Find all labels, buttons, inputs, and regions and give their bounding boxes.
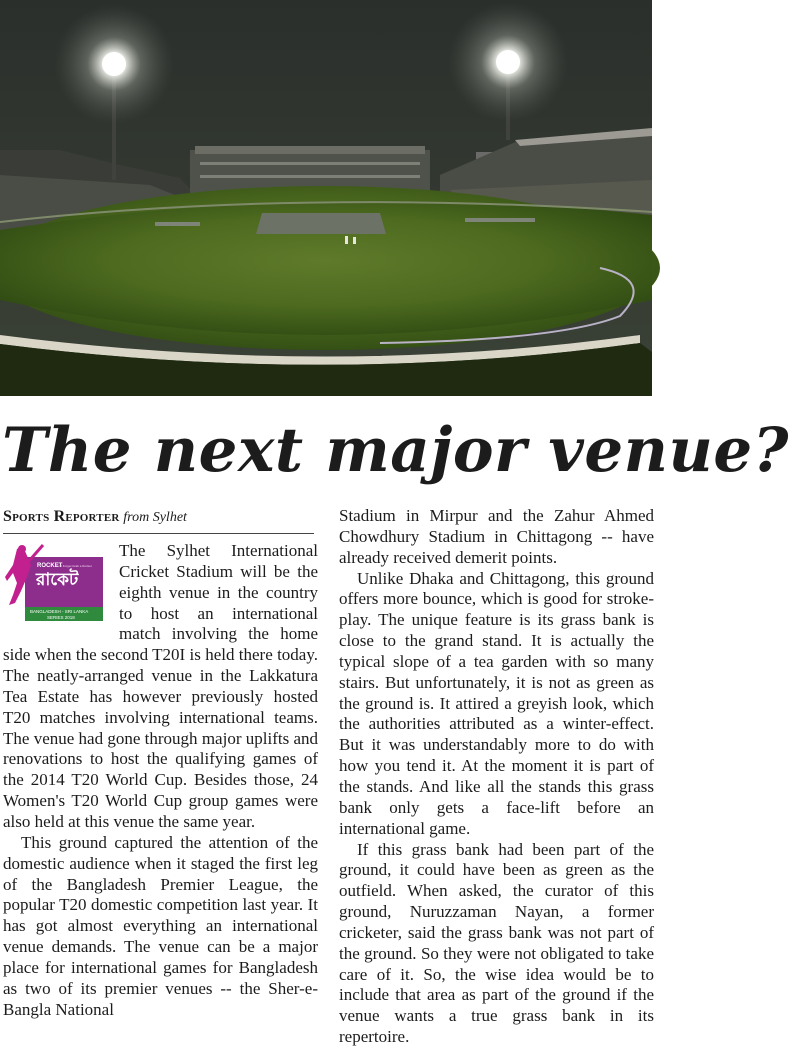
logo-series-line1: BANGLADESH - SRI LANKA [30,609,89,614]
article-paragraph-2: This ground captured the attention of the domestic audience when it staged the first leg of the Bangladesh Premier League, the popular T20 domestic competition last year. It has got almost everything an international venue demands. The venue can be a major place for international games for Bangladesh as two of its premier venues -- the Sher-e-Bangla National [3,832,318,1019]
article-paragraph-5: If this grass bank had been part of the ground, it could have been as green as the outfield. When asked, the curator of this ground, Nuruzzaman Nayan, a former cricketer, said the grass bank was not part of the ground. So they were not obligated to take care of it. So, the wise idea would be to include that area as part of the ground if the venue wants a true grass bank in its repertoire. [339,839,654,1047]
cricket-batsman-logo [3,543,107,623]
article-left-column [3,505,318,1020]
byline [3,505,314,534]
byline-location: from Sylhet [123,510,187,525]
headline: The next major venue? [2,415,789,486]
stadium-photo [0,0,652,396]
article-paragraph-1: The Sylhet International Cricket Stadium will be the eighth venue in the country to host an international match involving the home side when the second T20I is held there today. The neatly-arranged venue in the Lakkatura Tea Estate has however previously hosted T20 matches involving international teams. The venue had gone through major uplifts and renovations to host the qualifying games of the 2014 T20 World Cup. Besides those, 24 Women's T20 World Cup group games were also held at this venue the same year. [3,541,318,831]
rocket-series-logo [3,543,107,623]
article-paragraph-4: Unlike Dhaka and Chittagong, this ground offers more bounce, which is good for stroke-play. The unique feature is its grass bank is close to the grand stand. It is actually the typical slope of a tea garden with so many stairs. But unfortunately, it is not as green as the ground is. It attired a greyish look, which the authorities attributed as a winter-effect. But it was understandably more to do with how you tend it. At the moment it is part of the stands. And like all the stands this grass bank only gets a face-lift before an international game. [339,568,654,838]
byline-reporter: Sports Reporter [3,508,120,525]
logo-series-line2: SERIES 2018 [47,615,75,620]
logo-top-text: ROCKET [37,563,63,569]
stadium-night-illustration [0,0,652,396]
article-paragraph-3: Stadium in Mirpur and the Zahur Ahmed Chowdhury Stadium in Chittagong -- have already received demerit points. [339,506,654,567]
article-right-column [339,506,654,1048]
logo-bangla-text: রাকেট [36,570,79,590]
logo-tagline: Don't Forget Grab a Rocket [55,564,92,568]
